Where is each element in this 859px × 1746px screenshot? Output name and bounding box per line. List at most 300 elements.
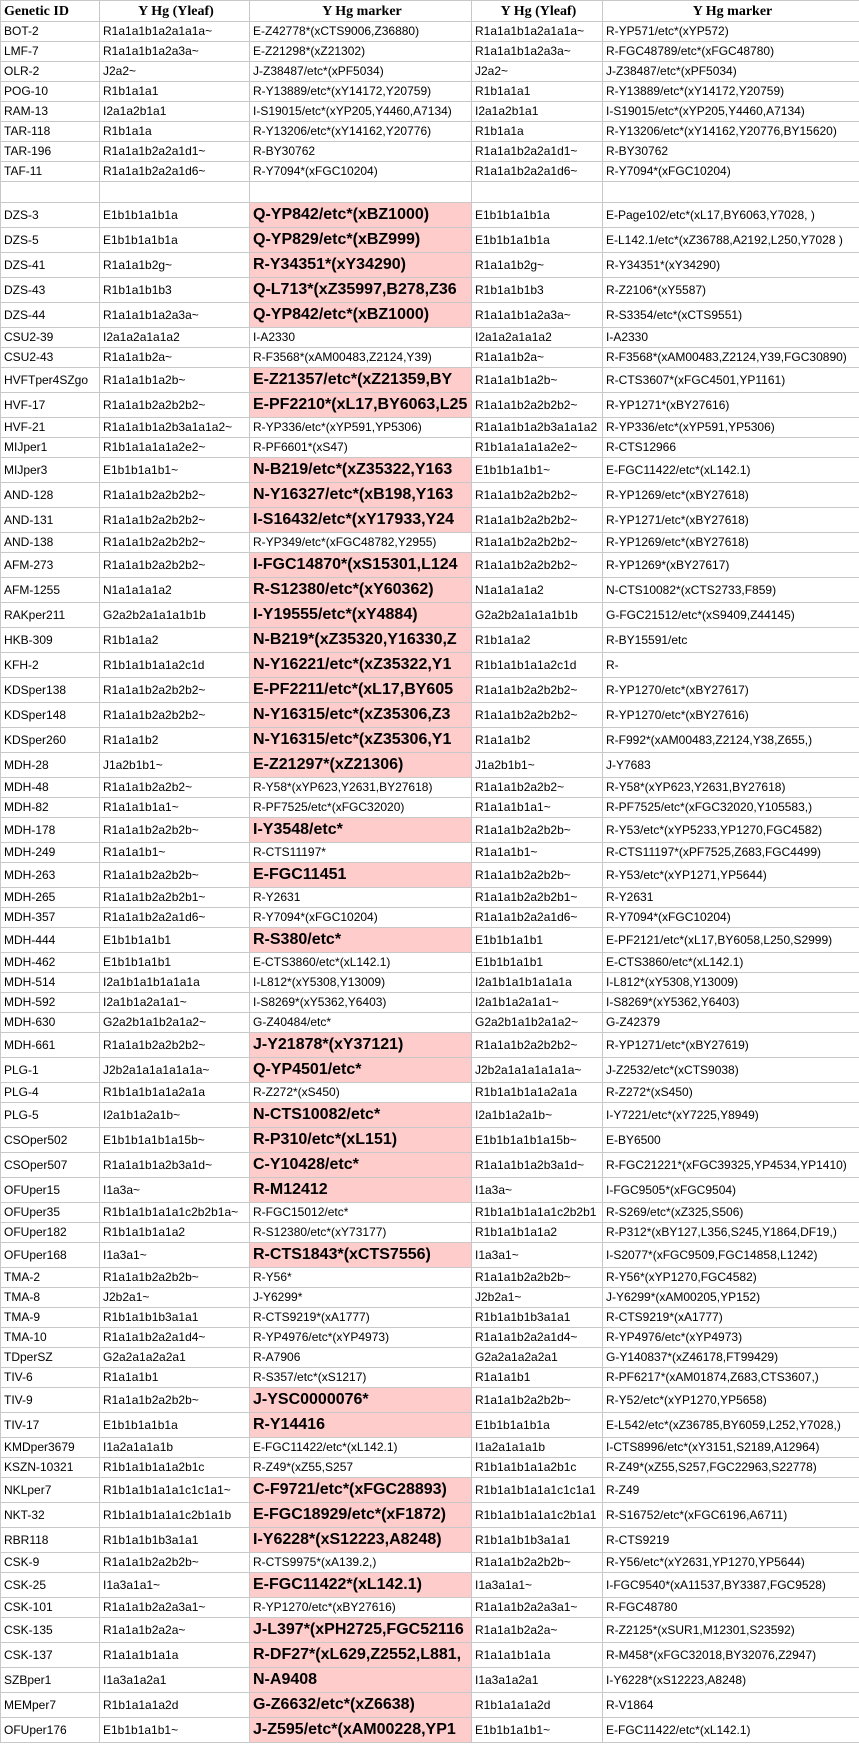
- cell-y-hg-marker-1[interactable]: R-PF7525/etc*(xFGC32020): [250, 798, 472, 818]
- cell-y-hg-marker-2[interactable]: G-Y140837*(xZ46178,FT99429): [603, 1348, 859, 1368]
- cell-y-hg-marker-1[interactable]: R-Y7094*(xFGC10204): [250, 162, 472, 182]
- cell-y-hg-marker-1[interactable]: R-F3568*(xAM00483,Z2124,Y39): [250, 348, 472, 368]
- cell-y-hg-yleaf-2[interactable]: R1a1a1b2a2b2b2~: [472, 533, 603, 553]
- cell-genetic-id[interactable]: AFM-1255: [1, 578, 100, 603]
- cell-y-hg-yleaf-1[interactable]: R1a1a1b2a2a1d4~: [100, 1328, 250, 1348]
- cell-y-hg-yleaf-1[interactable]: E1b1b1a1b1~: [100, 1718, 250, 1743]
- cell-genetic-id[interactable]: KDSper138: [1, 678, 100, 703]
- cell-y-hg-marker-1[interactable]: R-Y13206/etc*(xY14162,Y20776): [250, 122, 472, 142]
- cell-genetic-id[interactable]: MDH-661: [1, 1033, 100, 1058]
- cell-y-hg-yleaf-1[interactable]: R1b1a1b1b3a1a1: [100, 1528, 250, 1553]
- cell-y-hg-marker-1[interactable]: R-Y58*(xYP623,Y2631,BY27618): [250, 778, 472, 798]
- cell-y-hg-marker-2[interactable]: J-Z38487/etc*(xPF5034): [603, 62, 859, 82]
- cell-genetic-id[interactable]: CSK-137: [1, 1643, 100, 1668]
- cell-genetic-id[interactable]: CSK-25: [1, 1573, 100, 1598]
- cell-y-hg-yleaf-2[interactable]: R1a1a1b2a2a1d6~: [472, 162, 603, 182]
- cell-y-hg-yleaf-2[interactable]: R1b1a1b1a1a1c2b2b1: [472, 1203, 603, 1223]
- cell-y-hg-yleaf-2[interactable]: R1a1a1b2a2a1d1~: [472, 142, 603, 162]
- cell-y-hg-yleaf-1[interactable]: R1b1a1b1a1a2: [100, 1223, 250, 1243]
- cell-y-hg-marker-2[interactable]: R-YP1269/etc*(xBY27618): [603, 533, 859, 553]
- cell-y-hg-yleaf-2[interactable]: R1a1a1b1a2b3a1a1a2: [472, 418, 603, 438]
- cell-y-hg-yleaf-2[interactable]: R1a1a1b2a~: [472, 348, 603, 368]
- cell-genetic-id[interactable]: MDH-630: [1, 1013, 100, 1033]
- cell-y-hg-marker-2[interactable]: R-M458*(xFGC32018,BY32076,Z2947): [603, 1643, 859, 1668]
- cell-y-hg-marker-1[interactable]: R-CTS1843*(xCTS7556): [250, 1243, 472, 1268]
- cell-genetic-id[interactable]: MIJper1: [1, 438, 100, 458]
- cell-y-hg-yleaf-2[interactable]: R1a1a1b2a2b2b2~: [472, 483, 603, 508]
- cell-y-hg-marker-2[interactable]: R-YP571/etc*(xYP572): [603, 22, 859, 42]
- cell-y-hg-marker-2[interactable]: R-S3354/etc*(xCTS9551): [603, 303, 859, 328]
- cell-y-hg-marker-2[interactable]: R-F992*(xAM00483,Z2124,Y38,Z655,): [603, 728, 859, 753]
- cell-y-hg-yleaf-1[interactable]: R1a1a1b2a2b2b2~: [100, 703, 250, 728]
- cell-genetic-id[interactable]: MIJper3: [1, 458, 100, 483]
- cell-genetic-id[interactable]: AND-131: [1, 508, 100, 533]
- cell-y-hg-marker-1[interactable]: R-S357/etc*(xS1217): [250, 1368, 472, 1388]
- cell-y-hg-yleaf-1[interactable]: I2a1a2b1a1: [100, 102, 250, 122]
- cell-y-hg-marker-2[interactable]: R-Y7094*(xFGC10204): [603, 162, 859, 182]
- cell-y-hg-yleaf-1[interactable]: R1a1a1b2: [100, 728, 250, 753]
- cell-y-hg-marker-1[interactable]: Q-L713*(xZ35997,B278,Z36: [250, 278, 472, 303]
- cell-y-hg-marker-2[interactable]: R-CTS9219*(xA1777): [603, 1308, 859, 1328]
- cell-y-hg-yleaf-1[interactable]: J2b2a1~: [100, 1288, 250, 1308]
- cell-y-hg-marker-2[interactable]: G-Z42379: [603, 1013, 859, 1033]
- cell-y-hg-marker-1[interactable]: N-Y16221/etc*(xZ35322,Y1: [250, 653, 472, 678]
- cell-y-hg-marker-2[interactable]: R-Y56*(xYP1270,FGC4582): [603, 1268, 859, 1288]
- cell-genetic-id[interactable]: TMA-8: [1, 1288, 100, 1308]
- cell-y-hg-yleaf-1[interactable]: E1b1b1a1b1a15b~: [100, 1128, 250, 1153]
- cell-y-hg-yleaf-2[interactable]: J1a2b1b1~: [472, 753, 603, 778]
- cell-y-hg-marker-1[interactable]: R-DF27*(xL629,Z2552,L881,: [250, 1643, 472, 1668]
- cell-genetic-id[interactable]: NKT-32: [1, 1503, 100, 1528]
- cell-genetic-id[interactable]: CSK-101: [1, 1598, 100, 1618]
- cell-y-hg-yleaf-1[interactable]: R1b1a1a2: [100, 628, 250, 653]
- cell-genetic-id[interactable]: DZS-44: [1, 303, 100, 328]
- cell-y-hg-marker-2[interactable]: R-S269/etc*(xZ325,S506): [603, 1203, 859, 1223]
- cell-y-hg-yleaf-1[interactable]: R1a1a1b2a2b2b2~: [100, 678, 250, 703]
- cell-genetic-id[interactable]: AFM-273: [1, 553, 100, 578]
- cell-y-hg-marker-2[interactable]: G-FGC21512/etc*(xS9409,Z44145): [603, 603, 859, 628]
- cell-y-hg-marker-2[interactable]: I-L812*(xY5308,Y13009): [603, 973, 859, 993]
- cell-y-hg-yleaf-2[interactable]: R1a1a1b1a2a1a1a~: [472, 22, 603, 42]
- cell-y-hg-marker-1[interactable]: Q-YP4501/etc*: [250, 1058, 472, 1083]
- cell-y-hg-yleaf-1[interactable]: E1b1b1a1b1: [100, 953, 250, 973]
- cell-y-hg-marker-2[interactable]: R-PF7525/etc*(xFGC32020,Y105583,): [603, 798, 859, 818]
- cell-y-hg-marker-1[interactable]: R-P310/etc*(xL151): [250, 1128, 472, 1153]
- cell-genetic-id[interactable]: MDH-48: [1, 778, 100, 798]
- cell-y-hg-marker-1[interactable]: R-Z272*(xS450): [250, 1083, 472, 1103]
- cell-genetic-id[interactable]: AND-138: [1, 533, 100, 553]
- cell-y-hg-marker-1[interactable]: Q-YP842/etc*(xBZ1000): [250, 203, 472, 228]
- cell-genetic-id[interactable]: TIV-6: [1, 1368, 100, 1388]
- cell-genetic-id[interactable]: PLG-5: [1, 1103, 100, 1128]
- cell-y-hg-marker-2[interactable]: R-Z2125*(xSUR1,M12301,S23592): [603, 1618, 859, 1643]
- cell-y-hg-marker-1[interactable]: R-Y14416: [250, 1413, 472, 1438]
- cell-y-hg-marker-1[interactable]: N-Y16327/etc*(xB198,Y163: [250, 483, 472, 508]
- cell-genetic-id[interactable]: MDH-249: [1, 843, 100, 863]
- cell-genetic-id[interactable]: NKLper7: [1, 1478, 100, 1503]
- cell-y-hg-yleaf-2[interactable]: R1b1a1b1b3: [472, 278, 603, 303]
- empty-cell[interactable]: [603, 182, 859, 203]
- cell-y-hg-yleaf-2[interactable]: E1b1b1a1b1~: [472, 1718, 603, 1743]
- cell-y-hg-yleaf-1[interactable]: R1a1a1b2a2a~: [100, 1618, 250, 1643]
- cell-y-hg-marker-2[interactable]: R-YP1271/etc*(xBY27619): [603, 1033, 859, 1058]
- cell-genetic-id[interactable]: KSZN-10321: [1, 1458, 100, 1478]
- cell-y-hg-yleaf-2[interactable]: R1a1a1b2a2b2b2~: [472, 508, 603, 533]
- cell-y-hg-yleaf-2[interactable]: R1a1a1b1~: [472, 843, 603, 863]
- cell-genetic-id[interactable]: HVF-17: [1, 393, 100, 418]
- cell-y-hg-yleaf-2[interactable]: R1a1a1b2a2b2b2~: [472, 678, 603, 703]
- cell-y-hg-yleaf-2[interactable]: R1b1a1b1a1a1c1c1a1: [472, 1478, 603, 1503]
- cell-y-hg-yleaf-1[interactable]: E1b1b1a1b1a: [100, 1413, 250, 1438]
- cell-y-hg-marker-1[interactable]: E-PF2210*(xL17,BY6063,L25: [250, 393, 472, 418]
- cell-y-hg-yleaf-1[interactable]: R1b1a1b1a1a2a1a: [100, 1083, 250, 1103]
- cell-y-hg-marker-2[interactable]: I-Y7221/etc*(xY7225,Y8949): [603, 1103, 859, 1128]
- cell-y-hg-marker-2[interactable]: R-V1864: [603, 1693, 859, 1718]
- cell-genetic-id[interactable]: TIV-9: [1, 1388, 100, 1413]
- cell-genetic-id[interactable]: RAKper211: [1, 603, 100, 628]
- cell-genetic-id[interactable]: TMA-10: [1, 1328, 100, 1348]
- cell-y-hg-yleaf-1[interactable]: R1a1a1b2a2b2b2~: [100, 393, 250, 418]
- cell-y-hg-yleaf-1[interactable]: I1a3a1a2a1: [100, 1668, 250, 1693]
- cell-genetic-id[interactable]: BOT-2: [1, 22, 100, 42]
- cell-y-hg-marker-1[interactable]: R-YP349/etc*(xFGC48782,Y2955): [250, 533, 472, 553]
- cell-y-hg-yleaf-2[interactable]: R1a1a1b1: [472, 1368, 603, 1388]
- cell-y-hg-yleaf-1[interactable]: I1a2a1a1a1b: [100, 1438, 250, 1458]
- cell-genetic-id[interactable]: CSK-135: [1, 1618, 100, 1643]
- cell-y-hg-marker-1[interactable]: R-CTS11197*: [250, 843, 472, 863]
- cell-y-hg-yleaf-2[interactable]: R1a1a1b2a2b2b~: [472, 863, 603, 888]
- cell-y-hg-yleaf-2[interactable]: E1b1b1a1b1: [472, 953, 603, 973]
- cell-y-hg-yleaf-2[interactable]: E1b1b1a1b1a: [472, 1413, 603, 1438]
- cell-y-hg-yleaf-1[interactable]: I2a1b1a1b1a1a1a: [100, 973, 250, 993]
- cell-y-hg-yleaf-1[interactable]: R1a1a1b2a2b2b1~: [100, 888, 250, 908]
- cell-y-hg-yleaf-1[interactable]: R1a1a1b1: [100, 1368, 250, 1388]
- cell-y-hg-yleaf-1[interactable]: G2a2b1a1b2a1a2~: [100, 1013, 250, 1033]
- cell-y-hg-yleaf-1[interactable]: R1a1a1b1a1~: [100, 798, 250, 818]
- cell-y-hg-yleaf-2[interactable]: R1b1a1b1a1a1c2b1a1: [472, 1503, 603, 1528]
- cell-y-hg-yleaf-2[interactable]: R1a1a1b2a2b2b~: [472, 818, 603, 843]
- cell-y-hg-marker-1[interactable]: G-Z40484/etc*: [250, 1013, 472, 1033]
- cell-y-hg-marker-1[interactable]: R-YP4976/etc*(xYP4973): [250, 1328, 472, 1348]
- cell-y-hg-yleaf-1[interactable]: E1b1b1a1b1a: [100, 228, 250, 253]
- cell-genetic-id[interactable]: MDH-178: [1, 818, 100, 843]
- cell-y-hg-yleaf-1[interactable]: R1a1a1b1a2b3a1d~: [100, 1153, 250, 1178]
- cell-genetic-id[interactable]: DZS-3: [1, 203, 100, 228]
- cell-y-hg-yleaf-2[interactable]: G2a2a1a2a2a1: [472, 1348, 603, 1368]
- cell-y-hg-yleaf-2[interactable]: R1a1a1b2a2a1d4~: [472, 1328, 603, 1348]
- cell-y-hg-marker-1[interactable]: R-PF6601*(xS47): [250, 438, 472, 458]
- cell-y-hg-yleaf-1[interactable]: I1a3a1a1~: [100, 1573, 250, 1598]
- header-y-hg-marker-1[interactable]: Y Hg marker: [250, 1, 472, 22]
- cell-y-hg-yleaf-1[interactable]: R1a1a1b2a~: [100, 348, 250, 368]
- cell-y-hg-marker-2[interactable]: E-L142.1/etc*(xZ36788,A2192,L250,Y7028 ): [603, 228, 859, 253]
- cell-y-hg-yleaf-1[interactable]: R1b1a1a1a1a2e2~: [100, 438, 250, 458]
- cell-y-hg-yleaf-2[interactable]: R1a1a1b1a2a3a~: [472, 42, 603, 62]
- cell-y-hg-marker-1[interactable]: R-A7906: [250, 1348, 472, 1368]
- cell-y-hg-marker-1[interactable]: R-Z49*(xZ55,S257: [250, 1458, 472, 1478]
- header-y-hg-yleaf-2[interactable]: Y Hg (Yleaf): [472, 1, 603, 22]
- cell-y-hg-yleaf-2[interactable]: E1b1b1a1b1a15b~: [472, 1128, 603, 1153]
- cell-y-hg-marker-1[interactable]: E-Z42778*(xCTS9006,Z36880): [250, 22, 472, 42]
- cell-genetic-id[interactable]: RBR118: [1, 1528, 100, 1553]
- cell-y-hg-yleaf-2[interactable]: R1b1a1a2: [472, 628, 603, 653]
- cell-y-hg-yleaf-1[interactable]: J2b2a1a1a1a1a1a~: [100, 1058, 250, 1083]
- cell-genetic-id[interactable]: TIV-17: [1, 1413, 100, 1438]
- cell-genetic-id[interactable]: CSOper502: [1, 1128, 100, 1153]
- cell-y-hg-yleaf-2[interactable]: R1a1a1b2a2b2b2~: [472, 393, 603, 418]
- cell-genetic-id[interactable]: PLG-1: [1, 1058, 100, 1083]
- cell-y-hg-marker-1[interactable]: C-F9721/etc*(xFGC28893): [250, 1478, 472, 1503]
- cell-y-hg-marker-1[interactable]: R-BY30762: [250, 142, 472, 162]
- cell-y-hg-yleaf-1[interactable]: R1a1a1b2a2b2b~: [100, 1388, 250, 1413]
- cell-y-hg-marker-2[interactable]: R-Y2631: [603, 888, 859, 908]
- cell-y-hg-marker-2[interactable]: R-: [603, 653, 859, 678]
- cell-y-hg-yleaf-2[interactable]: R1a1a1b2a2b2~: [472, 778, 603, 798]
- cell-y-hg-yleaf-2[interactable]: R1a1a1b2a2b2b~: [472, 1388, 603, 1413]
- cell-y-hg-yleaf-1[interactable]: R1a1a1b2a2a3a1~: [100, 1598, 250, 1618]
- cell-y-hg-yleaf-2[interactable]: R1a1a1b2a2a~: [472, 1618, 603, 1643]
- cell-y-hg-yleaf-2[interactable]: R1a1a1b1a1a: [472, 1643, 603, 1668]
- cell-y-hg-yleaf-2[interactable]: R1a1a1b2a2b2b2~: [472, 703, 603, 728]
- cell-y-hg-marker-2[interactable]: I-A2330: [603, 328, 859, 348]
- cell-genetic-id[interactable]: DZS-41: [1, 253, 100, 278]
- cell-y-hg-marker-2[interactable]: R-Z272*(xS450): [603, 1083, 859, 1103]
- cell-y-hg-yleaf-2[interactable]: R1a1a1b1a2b~: [472, 368, 603, 393]
- cell-y-hg-yleaf-2[interactable]: R1a1a1b2a2b2b2~: [472, 553, 603, 578]
- cell-y-hg-marker-2[interactable]: I-CTS8996/etc*(xY3151,S2189,A12964): [603, 1438, 859, 1458]
- cell-genetic-id[interactable]: OFUper182: [1, 1223, 100, 1243]
- cell-genetic-id[interactable]: TAF-11: [1, 162, 100, 182]
- cell-y-hg-yleaf-1[interactable]: R1a1a1b2a2a1d1~: [100, 142, 250, 162]
- cell-y-hg-yleaf-2[interactable]: I2a1a2b1a1: [472, 102, 603, 122]
- cell-y-hg-marker-1[interactable]: R-YP1270/etc*(xBY27616): [250, 1598, 472, 1618]
- cell-y-hg-marker-1[interactable]: N-Y16315/etc*(xZ35306,Y1: [250, 728, 472, 753]
- cell-y-hg-yleaf-2[interactable]: R1a1a1b2a2b2b~: [472, 1553, 603, 1573]
- cell-y-hg-yleaf-1[interactable]: R1b1a1b1b3: [100, 278, 250, 303]
- cell-y-hg-yleaf-1[interactable]: R1a1a1b2a2a1d6~: [100, 908, 250, 928]
- cell-y-hg-yleaf-1[interactable]: R1b1a1a1: [100, 82, 250, 102]
- cell-y-hg-marker-2[interactable]: R-YP1269*(xBY27617): [603, 553, 859, 578]
- cell-y-hg-marker-1[interactable]: J-Z595/etc*(xAM00228,YP1: [250, 1718, 472, 1743]
- cell-y-hg-marker-2[interactable]: R-F3568*(xAM00483,Z2124,Y39,FGC30890): [603, 348, 859, 368]
- cell-y-hg-yleaf-1[interactable]: R1a1a1b2a2b2b2~: [100, 553, 250, 578]
- cell-genetic-id[interactable]: MDH-357: [1, 908, 100, 928]
- cell-y-hg-marker-1[interactable]: G-Z6632/etc*(xZ6638): [250, 1693, 472, 1718]
- cell-y-hg-yleaf-1[interactable]: J1a2b1b1~: [100, 753, 250, 778]
- cell-y-hg-marker-1[interactable]: J-Z38487/etc*(xPF5034): [250, 62, 472, 82]
- cell-y-hg-marker-1[interactable]: I-Y3548/etc*: [250, 818, 472, 843]
- cell-y-hg-yleaf-1[interactable]: R1a1a1b2a2b2b2~: [100, 483, 250, 508]
- cell-y-hg-yleaf-2[interactable]: J2a2~: [472, 62, 603, 82]
- cell-y-hg-yleaf-1[interactable]: G2a2a1a2a2a1: [100, 1348, 250, 1368]
- cell-y-hg-yleaf-2[interactable]: I2a1b1a2a1b~: [472, 1103, 603, 1128]
- cell-genetic-id[interactable]: OLR-2: [1, 62, 100, 82]
- cell-y-hg-yleaf-1[interactable]: E1b1b1a1b1: [100, 928, 250, 953]
- cell-y-hg-marker-2[interactable]: R-BY15591/etc: [603, 628, 859, 653]
- cell-y-hg-marker-2[interactable]: N-CTS10082*(xCTS2733,F859): [603, 578, 859, 603]
- cell-genetic-id[interactable]: TMA-2: [1, 1268, 100, 1288]
- cell-y-hg-yleaf-2[interactable]: R1b1a1a1: [472, 82, 603, 102]
- cell-y-hg-marker-1[interactable]: E-CTS3860/etc*(xL142.1): [250, 953, 472, 973]
- cell-y-hg-yleaf-1[interactable]: R1a1a1b2a2b2b~: [100, 818, 250, 843]
- cell-y-hg-yleaf-1[interactable]: J2a2~: [100, 62, 250, 82]
- cell-y-hg-yleaf-2[interactable]: R1a1a1b2a2a3a1~: [472, 1598, 603, 1618]
- cell-genetic-id[interactable]: MDH-514: [1, 973, 100, 993]
- cell-y-hg-yleaf-2[interactable]: E1b1b1a1b1~: [472, 458, 603, 483]
- cell-genetic-id[interactable]: DZS-5: [1, 228, 100, 253]
- cell-genetic-id[interactable]: MDH-263: [1, 863, 100, 888]
- cell-y-hg-marker-2[interactable]: R-YP336/etc*(xYP591,YP5306): [603, 418, 859, 438]
- cell-y-hg-marker-2[interactable]: I-FGC9505*(xFGC9504): [603, 1178, 859, 1203]
- cell-y-hg-marker-1[interactable]: C-Y10428/etc*: [250, 1153, 472, 1178]
- cell-y-hg-marker-1[interactable]: R-Y13889/etc*(xY14172,Y20759): [250, 82, 472, 102]
- cell-y-hg-marker-1[interactable]: E-PF2211/etc*(xL17,BY605: [250, 678, 472, 703]
- cell-y-hg-marker-2[interactable]: R-FGC48789/etc*(xFGC48780): [603, 42, 859, 62]
- cell-genetic-id[interactable]: TAR-118: [1, 122, 100, 142]
- cell-y-hg-yleaf-2[interactable]: I2a1b1a2a1a1~: [472, 993, 603, 1013]
- cell-y-hg-yleaf-2[interactable]: E1b1b1a1b1a: [472, 203, 603, 228]
- cell-y-hg-marker-1[interactable]: E-FGC11422*(xL142.1): [250, 1573, 472, 1598]
- cell-y-hg-yleaf-1[interactable]: I2a1b1a2a1a1~: [100, 993, 250, 1013]
- cell-y-hg-yleaf-1[interactable]: I2a1b1a2a1b~: [100, 1103, 250, 1128]
- cell-y-hg-yleaf-1[interactable]: R1a1a1b2a2a1d6~: [100, 162, 250, 182]
- cell-genetic-id[interactable]: OFUper35: [1, 1203, 100, 1223]
- cell-y-hg-marker-2[interactable]: R-YP4976/etc*(xYP4973): [603, 1328, 859, 1348]
- cell-genetic-id[interactable]: MDH-462: [1, 953, 100, 973]
- cell-y-hg-yleaf-1[interactable]: I1a3a1~: [100, 1243, 250, 1268]
- cell-y-hg-yleaf-2[interactable]: G2a2b2a1a1a1b1b: [472, 603, 603, 628]
- cell-y-hg-yleaf-2[interactable]: R1b1a1b1a1a2b1c: [472, 1458, 603, 1478]
- cell-y-hg-marker-2[interactable]: R-CTS9219: [603, 1528, 859, 1553]
- cell-y-hg-marker-2[interactable]: I-S2077*(xFGC9509,FGC14858,L1242): [603, 1243, 859, 1268]
- cell-y-hg-yleaf-1[interactable]: R1b1a1a1a2d: [100, 1693, 250, 1718]
- cell-y-hg-yleaf-1[interactable]: R1a1a1b1a2b3a1a1a2~: [100, 418, 250, 438]
- cell-y-hg-yleaf-2[interactable]: I1a3a1~: [472, 1243, 603, 1268]
- cell-y-hg-yleaf-2[interactable]: I1a3a1a2a1: [472, 1668, 603, 1693]
- cell-y-hg-yleaf-1[interactable]: N1a1a1a1a2: [100, 578, 250, 603]
- cell-y-hg-marker-1[interactable]: R-S12380/etc*(xY73177): [250, 1223, 472, 1243]
- cell-y-hg-yleaf-1[interactable]: R1a1a1b2g~: [100, 253, 250, 278]
- cell-y-hg-yleaf-1[interactable]: R1a1a1b1a2a1a1a~: [100, 22, 250, 42]
- cell-y-hg-yleaf-2[interactable]: E1b1b1a1b1a: [472, 228, 603, 253]
- cell-genetic-id[interactable]: DZS-43: [1, 278, 100, 303]
- cell-y-hg-marker-2[interactable]: R-CTS11197*(xPF7525,Z683,FGC4499): [603, 843, 859, 863]
- cell-y-hg-marker-1[interactable]: N-CTS10082/etc*: [250, 1103, 472, 1128]
- cell-y-hg-marker-2[interactable]: E-FGC11422/etc*(xL142.1): [603, 458, 859, 483]
- cell-y-hg-yleaf-1[interactable]: R1b1a1b1a1a2b1c: [100, 1458, 250, 1478]
- cell-y-hg-marker-1[interactable]: R-Y56*: [250, 1268, 472, 1288]
- cell-y-hg-marker-2[interactable]: I-FGC9540*(xA11537,BY3387,FGC9528): [603, 1573, 859, 1598]
- cell-y-hg-yleaf-2[interactable]: J2b2a1~: [472, 1288, 603, 1308]
- cell-y-hg-marker-1[interactable]: Q-YP842/etc*(xBZ1000): [250, 303, 472, 328]
- cell-y-hg-marker-1[interactable]: N-B219*(xZ35320,Y16330,Z: [250, 628, 472, 653]
- header-y-hg-marker-2[interactable]: Y Hg marker: [603, 1, 859, 22]
- cell-genetic-id[interactable]: LMF-7: [1, 42, 100, 62]
- cell-y-hg-marker-1[interactable]: E-FGC11451: [250, 863, 472, 888]
- cell-genetic-id[interactable]: HVF-21: [1, 418, 100, 438]
- cell-genetic-id[interactable]: MDH-444: [1, 928, 100, 953]
- cell-y-hg-marker-1[interactable]: I-A2330: [250, 328, 472, 348]
- cell-y-hg-yleaf-1[interactable]: R1b1a1b1a1a1c2b1a1b: [100, 1503, 250, 1528]
- cell-y-hg-marker-2[interactable]: I-Y6228*(xS12223,A8248): [603, 1668, 859, 1693]
- cell-y-hg-marker-2[interactable]: R-Z49*(xZ55,S257,FGC22963,S22778): [603, 1458, 859, 1478]
- cell-y-hg-marker-2[interactable]: E-BY6500: [603, 1128, 859, 1153]
- cell-genetic-id[interactable]: KDSper260: [1, 728, 100, 753]
- cell-y-hg-marker-2[interactable]: R-Z49: [603, 1478, 859, 1503]
- cell-genetic-id[interactable]: TMA-9: [1, 1308, 100, 1328]
- cell-y-hg-yleaf-2[interactable]: R1a1a1b2a2a1d6~: [472, 908, 603, 928]
- cell-y-hg-marker-1[interactable]: R-YP336/etc*(xYP591,YP5306): [250, 418, 472, 438]
- cell-y-hg-marker-1[interactable]: R-M12412: [250, 1178, 472, 1203]
- cell-y-hg-marker-1[interactable]: R-S380/etc*: [250, 928, 472, 953]
- cell-y-hg-yleaf-1[interactable]: R1a1a1b2a2b2b2~: [100, 533, 250, 553]
- cell-y-hg-marker-1[interactable]: N-Y16315/etc*(xZ35306,Z3: [250, 703, 472, 728]
- cell-y-hg-marker-2[interactable]: R-Y58*(xYP623,Y2631,BY27618): [603, 778, 859, 798]
- cell-y-hg-marker-2[interactable]: E-PF2121/etc*(xL17,BY6058,L250,S2999): [603, 928, 859, 953]
- cell-y-hg-marker-2[interactable]: R-Y56/etc*(xY2631,YP1270,YP5644): [603, 1553, 859, 1573]
- cell-y-hg-marker-1[interactable]: I-S19015/etc*(xYP205,Y4460,A7134): [250, 102, 472, 122]
- cell-y-hg-yleaf-1[interactable]: E1b1b1a1b1~: [100, 458, 250, 483]
- cell-y-hg-yleaf-1[interactable]: I1a3a~: [100, 1178, 250, 1203]
- cell-y-hg-marker-1[interactable]: E-Z21297*(xZ21306): [250, 753, 472, 778]
- cell-genetic-id[interactable]: TDperSZ: [1, 1348, 100, 1368]
- cell-genetic-id[interactable]: POG-10: [1, 82, 100, 102]
- header-y-hg-yleaf-1[interactable]: Y Hg (Yleaf): [100, 1, 250, 22]
- cell-y-hg-marker-2[interactable]: R-Y53/etc*(xYP1271,YP5644): [603, 863, 859, 888]
- cell-y-hg-yleaf-2[interactable]: R1a1a1b1a2a3a~: [472, 303, 603, 328]
- cell-y-hg-marker-2[interactable]: R-Y52/etc*(xYP1270,YP5658): [603, 1388, 859, 1413]
- cell-genetic-id[interactable]: CSOper507: [1, 1153, 100, 1178]
- cell-y-hg-yleaf-1[interactable]: R1a1a1b2a2b2b~: [100, 1268, 250, 1288]
- cell-genetic-id[interactable]: MDH-592: [1, 993, 100, 1013]
- cell-genetic-id[interactable]: TAR-196: [1, 142, 100, 162]
- cell-y-hg-marker-1[interactable]: I-L812*(xY5308,Y13009): [250, 973, 472, 993]
- cell-y-hg-yleaf-1[interactable]: R1a1a1b1a1a: [100, 1643, 250, 1668]
- cell-y-hg-marker-1[interactable]: R-Y2631: [250, 888, 472, 908]
- cell-y-hg-marker-2[interactable]: E-L542/etc*(xZ36785,BY6059,L252,Y7028,): [603, 1413, 859, 1438]
- cell-y-hg-marker-2[interactable]: J-Z2532/etc*(xCTS9038): [603, 1058, 859, 1083]
- cell-y-hg-yleaf-1[interactable]: R1a1a1b1a2b~: [100, 368, 250, 393]
- cell-y-hg-yleaf-2[interactable]: I2a1b1a1b1a1a1a: [472, 973, 603, 993]
- cell-y-hg-marker-2[interactable]: R-Y13889/etc*(xY14172,Y20759): [603, 82, 859, 102]
- header-genetic-id[interactable]: Genetic ID: [1, 1, 100, 22]
- cell-genetic-id[interactable]: SZBper1: [1, 1668, 100, 1693]
- cell-y-hg-marker-2[interactable]: R-Y7094*(xFGC10204): [603, 908, 859, 928]
- cell-y-hg-yleaf-2[interactable]: I1a3a1a1~: [472, 1573, 603, 1598]
- cell-y-hg-marker-1[interactable]: Q-YP829/etc*(xBZ999): [250, 228, 472, 253]
- cell-y-hg-marker-2[interactable]: I-S8269*(xY5362,Y6403): [603, 993, 859, 1013]
- cell-y-hg-marker-2[interactable]: R-Y53/etc*(xYP5233,YP1270,FGC4582): [603, 818, 859, 843]
- cell-y-hg-marker-1[interactable]: E-FGC18929/etc*(xF1872): [250, 1503, 472, 1528]
- cell-y-hg-yleaf-1[interactable]: R1b1a1a: [100, 122, 250, 142]
- cell-y-hg-marker-1[interactable]: I-S8269*(xY5362,Y6403): [250, 993, 472, 1013]
- cell-y-hg-marker-1[interactable]: R-Y7094*(xFGC10204): [250, 908, 472, 928]
- cell-y-hg-yleaf-2[interactable]: R1a1a1b2g~: [472, 253, 603, 278]
- cell-y-hg-marker-1[interactable]: E-FGC11422/etc*(xL142.1): [250, 1438, 472, 1458]
- cell-y-hg-yleaf-2[interactable]: I1a2a1a1a1b: [472, 1438, 603, 1458]
- cell-y-hg-yleaf-1[interactable]: G2a2b2a1a1a1b1b: [100, 603, 250, 628]
- cell-genetic-id[interactable]: OFUper15: [1, 1178, 100, 1203]
- cell-y-hg-marker-1[interactable]: N-B219/etc*(xZ35322,Y163: [250, 458, 472, 483]
- cell-y-hg-yleaf-2[interactable]: R1b1a1b1a1a2: [472, 1223, 603, 1243]
- cell-genetic-id[interactable]: MDH-265: [1, 888, 100, 908]
- cell-y-hg-yleaf-2[interactable]: R1a1a1b2a2b2b1~: [472, 888, 603, 908]
- cell-y-hg-yleaf-1[interactable]: R1b1a1b1a1a1c1c1a1~: [100, 1478, 250, 1503]
- cell-y-hg-marker-2[interactable]: R-YP1271/etc*(xBY27618): [603, 508, 859, 533]
- cell-y-hg-marker-2[interactable]: J-Y7683: [603, 753, 859, 778]
- cell-genetic-id[interactable]: AND-128: [1, 483, 100, 508]
- cell-y-hg-marker-2[interactable]: R-FGC21221*(xFGC39325,YP4534,YP1410): [603, 1153, 859, 1178]
